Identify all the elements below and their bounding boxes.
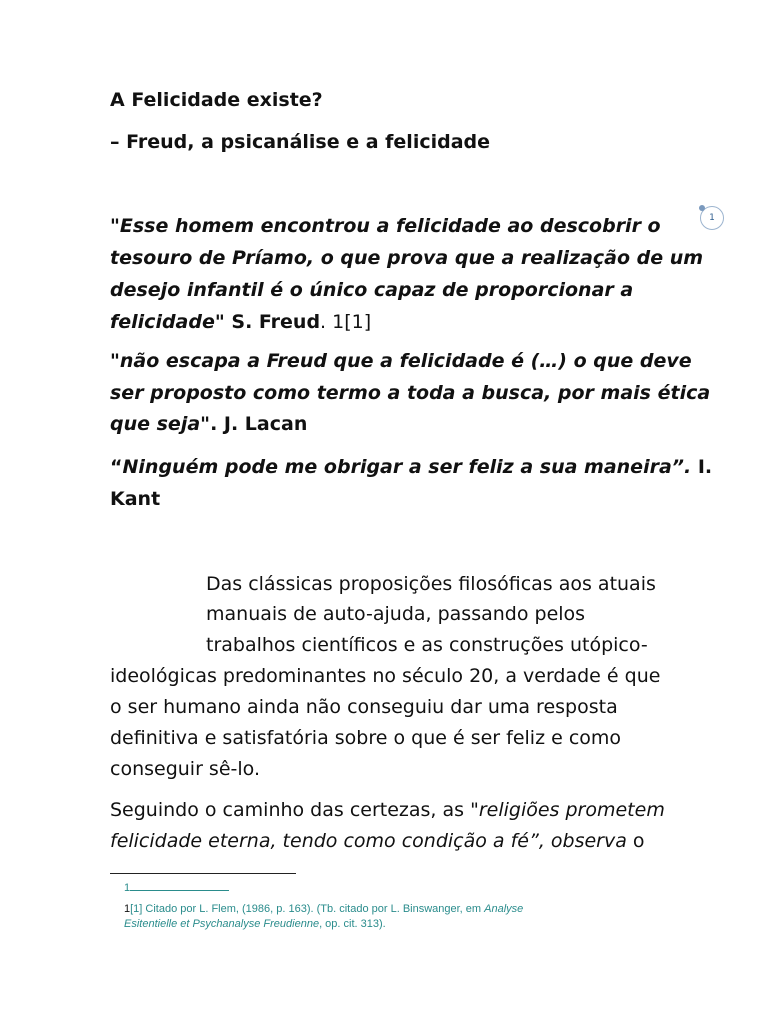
footnote-number: 1 [124,903,131,915]
footnote-citation[interactable]: [1] Citado por L. Flem, (1986, p. 163). (Tb. citado por L. Binswanger, em [130,903,485,915]
body-text-segment: o [626,830,645,852]
footnote-book-title: Esitentielle et Psychanalyse Freudienne [124,918,320,930]
comment-number: 1 [709,213,715,223]
quote-kant-author-initial: I. [691,456,713,478]
quote-freud-line: desejo infantil é o único capaz de proporcionar a [110,279,634,301]
body-text-italic: felicidade eterna, tendo como condição a fé”, observa [110,830,627,852]
footnote-ref-link[interactable] [124,881,229,894]
footnote-reference-link[interactable]: 1[1] [326,311,372,333]
quote-kant-line [110,456,712,478]
quote-lacan-end: que seja [110,413,201,435]
comment-anchor-icon [699,205,705,211]
quote-freud-period: . [320,311,327,333]
footnote-ref-underline [130,881,229,891]
body-text-line: conseguir sê-lo. [110,758,260,780]
quote-kant-author: Kant [110,488,161,510]
body-text-line [110,830,645,852]
footnote-citation-end: , op. cit. 313). [319,918,386,930]
quote-lacan-line: "não escapa a Freud que a felicidade é (…) o que deve [110,350,692,372]
quote-kant-open: “ [110,456,123,478]
footnote-separator [110,873,296,874]
body-text-line [110,799,665,821]
quote-freud-line [110,311,371,333]
footnote-book-title: Analyse [484,903,524,915]
body-text-line: o ser humano ainda não conseguiu dar uma resposta [110,696,618,718]
document-title: A Felicidade existe? [110,89,323,111]
document-subtitle: – Freud, a psicanálise e a felicidade [110,131,491,153]
body-text-line: definitiva e satisfatória sobre o que é ser feliz e como [110,727,622,749]
footnote-text-line [124,918,386,930]
body-text-line: trabalhos científicos e as construções utópico- [206,634,648,656]
body-text-italic: "religiões prometem [470,799,665,821]
body-text-line: manuais de auto-ajuda, passando pelos [206,603,586,625]
quote-lacan-line: ser proposto como termo a toda a busca, por mais ética [110,382,711,404]
quote-lacan-line [110,413,307,435]
body-text-line: ideológicas predominantes no século 20, a verdade é que [110,665,661,687]
quote-freud-author: S. Freud [224,311,321,333]
comment-marker[interactable] [700,206,724,230]
quote-lacan-author: ". J. Lacan [200,413,308,435]
footnote-text-line [124,903,523,915]
body-text-segment: Seguindo o caminho das certezas, as [110,799,471,821]
quote-freud-end: felicidade" [110,311,225,333]
quote-freud-line: tesouro de Príamo, o que prova que a realização de um [110,247,704,269]
footnote-ref-number: 1 [124,882,131,894]
body-text-line: Das clássicas proposições filosóficas aos atuais [206,573,656,595]
quote-freud-line: "Esse homem encontrou a felicidade ao descobrir o [110,215,661,237]
quote-kant-text: Ninguém pode me obrigar a ser feliz a sua maneira”. [122,456,692,478]
